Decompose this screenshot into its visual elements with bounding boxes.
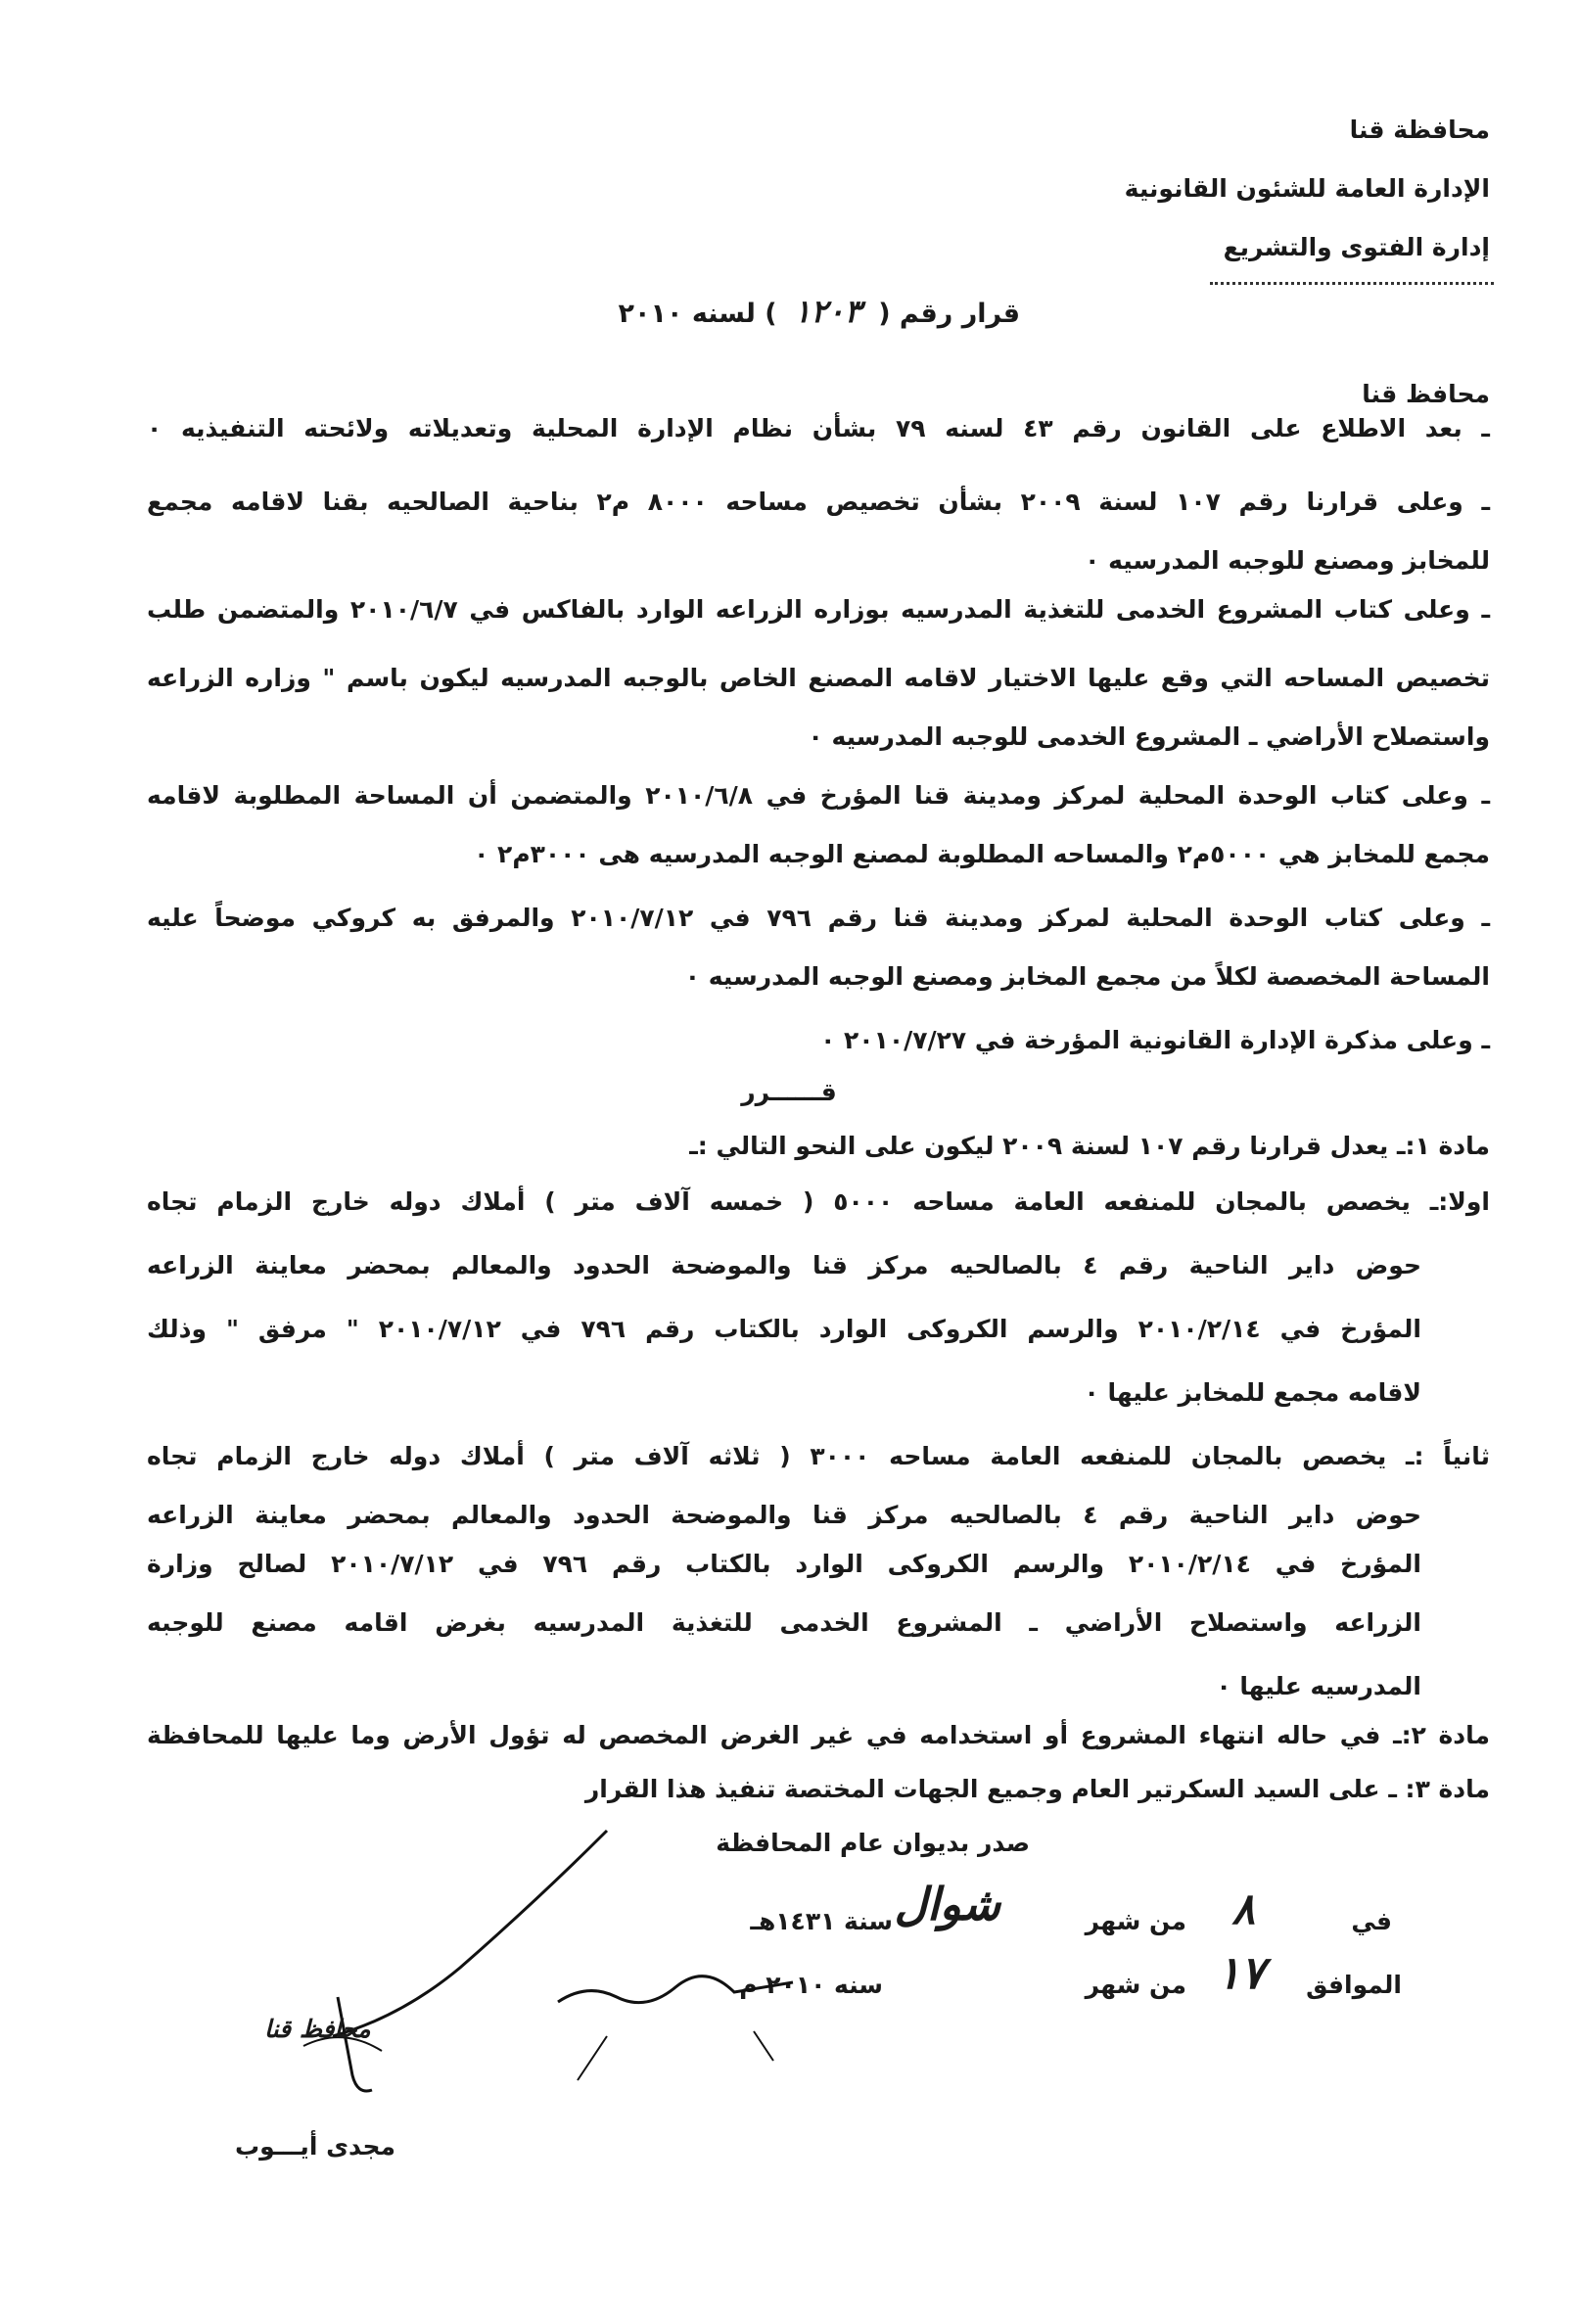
- preamble-line: ـ وعلى كتاب المشروع الخدمى للتغذية المدرسيه بوزاره الزراعه الوارد بالفاكس في ٢٠١٠/٦/٧ والمتضمن طلب: [147, 595, 1491, 624]
- greg-label: الموافق: [1306, 1971, 1402, 1999]
- greg-day-handwritten: ١٧: [1216, 1946, 1265, 1999]
- article-1-second-line: المؤرخ في ٢٠١٠/٢/١٤ والرسم الكروكى الوارد بالكتاب رقم ٧٩٦ في ٢٠١٠/٧/١٢ لصالح وزارة: [147, 1550, 1421, 1578]
- header-fatwa-department: إدارة الفتوى والتشريع: [1223, 233, 1490, 261]
- decree-title: [619, 294, 1020, 332]
- header-underline: [1210, 282, 1494, 285]
- article-1-first-line: لاقامه مجمع للمخابز عليها ٠: [1084, 1378, 1421, 1407]
- preamble-line: المساحة المخصصة لكلاً من مجمع المخابز ومصنع الوجبه المدرسيه ٠: [684, 962, 1490, 991]
- preamble-line: ـ وعلى مذكرة الإدارة القانونية المؤرخة في ٢٠١٠/٧/٢٧ ٠: [820, 1026, 1490, 1054]
- issuer-title: محافظ قنا: [1362, 380, 1490, 408]
- issued-at: صدر بديوان عام المحافظة: [716, 1829, 1030, 1857]
- decree-number-handwritten: ١٢٠٣: [794, 293, 861, 330]
- hijri-month-handwritten: شوال: [894, 1878, 1000, 1930]
- hijri-fi: في: [1351, 1907, 1392, 1935]
- hijri-year: سنة ١٤٣١هـ: [750, 1907, 893, 1935]
- hijri-day-handwritten: ٨: [1231, 1884, 1255, 1934]
- article-1-first-line: المؤرخ في ٢٠١٠/٢/١٤ والرسم الكروكى الوارد بالكتاب رقم ٧٩٦ في ٢٠١٠/٧/١٢ " مرفق " وذلك: [147, 1315, 1421, 1343]
- preamble-line: للمخابز ومصنع للوجبه المدرسيه ٠: [1085, 546, 1490, 575]
- preamble-line: ـ وعلى كتاب الوحدة المحلية لمركز ومدينة قنا رقم ٧٩٦ في ٢٠١٠/٧/١٢ والمرفق به كروكي موضحاً عليه: [147, 904, 1490, 932]
- preamble-line: ـ بعد الاطلاع على القانون رقم ٤٣ لسنه ٧٩ بشأن نظام الإدارة المحلية وتعديلاته ولائحته التنفيذيه ٠: [147, 414, 1490, 442]
- article-1: مادة ١:ـ يعدل قرارنا رقم ١٠٧ لسنة ٢٠٠٩ ليكون على النحو التالي :ـ: [689, 1132, 1490, 1160]
- preamble-line: ـ وعلى قرارنا رقم ١٠٧ لسنة ٢٠٠٩ بشأن تخصيص مساحه ٨٠٠٠ م٢ بناحية الصالحيه بقنا لاقامه مجمع: [147, 488, 1490, 516]
- article-1-second-line: ثانياً :ـ يخصص بالمجان للمنفعه العامة مساحه ٣٠٠٠ ( ثلاثه آلاف متر ) أملاك دوله خارج الزمام تجاه: [147, 1442, 1491, 1470]
- hijri-month-label: من شهر: [1085, 1907, 1186, 1935]
- header-governorate: محافظة قنا: [1349, 116, 1490, 144]
- preamble-line: واستصلاح الأراضي ـ المشروع الخدمى للوجبه المدرسيه ٠: [808, 722, 1490, 751]
- preamble-line: ـ وعلى كتاب الوحدة المحلية لمركز ومدينة قنا المؤرخ في ٢٠١٠/٦/٨ والمتضمن أن المساحة المطلوبة لاقامه: [147, 781, 1490, 810]
- article-2: مادة ٢:ـ في حاله انتهاء المشروع أو استخدامه في غير الغرض المخصص له تؤول الأرض وما عليها للمحافظة: [147, 1721, 1490, 1749]
- article-1-second-line: المدرسيه عليها ٠: [1216, 1672, 1421, 1700]
- article-1-first-line: حوض داير الناحية رقم ٤ بالصالحيه مركز قنا والموضحة الحدود والمعالم بمحضر معاينة الزراعه: [147, 1251, 1421, 1279]
- article-3: مادة ٣: ـ على السيد السكرتير العام وجميع الجهات المختصة تنفيذ هذا القرار: [584, 1775, 1490, 1803]
- article-1-second-line: حوض داير الناحية رقم ٤ بالصالحيه مركز قنا والموضحة الحدود والمعالم بمحضر معاينة الزراعه: [147, 1501, 1421, 1529]
- governor-signature: [245, 1821, 617, 2105]
- header-legal-department: الإدارة العامة للشئون القانونية: [1124, 174, 1490, 203]
- preamble-line: تخصيص المساحه التي وقع عليها الاختيار لاقامه المصنع الخاص بالوجبه المدرسيه ليكون باسم " وزاره الزراعه: [147, 664, 1490, 692]
- decided-heading: قــــــرر: [741, 1078, 837, 1106]
- article-1-first-line: اولا:ـ يخصص بالمجان للمنفعه العامة مساحه ٥٠٠٠ ( خمسه آلاف متر ) أملاك دوله خارج الزمام تجاه: [147, 1187, 1491, 1216]
- greg-month-label: من شهر: [1085, 1971, 1186, 1999]
- signature-title: محافظ قنا: [264, 2015, 371, 2043]
- article-1-second-line: الزراعه واستصلاح الأراضي ـ المشروع الخدمى للتغذية المدرسيه بغرض اقامه مصنع للوجبه: [147, 1608, 1421, 1637]
- decree-title-prefix: قرار رقم (: [878, 299, 1020, 329]
- greg-year: سنه ٢٠١٠ م: [739, 1971, 883, 1999]
- signature-name: مجدى أيـــوب: [235, 2132, 395, 2161]
- decree-title-suffix: ) لسنه ٢٠١٠: [618, 299, 777, 329]
- preamble-line: مجمع للمخابز هي ٥٠٠٠م٢ والمساحه المطلوبة لمصنع الوجبه المدرسيه هى ٣٠٠٠م٢ ٠: [474, 840, 1490, 868]
